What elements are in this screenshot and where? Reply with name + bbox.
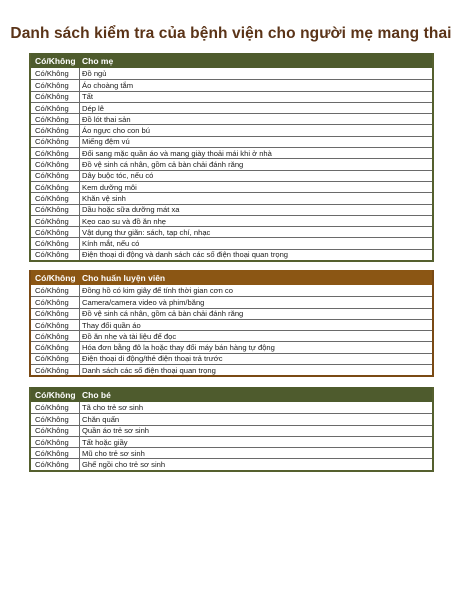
table-row bbox=[31, 436, 432, 447]
header-check-column: Có/Không bbox=[35, 55, 76, 66]
header-item-column: Cho bé bbox=[82, 389, 111, 400]
table-row bbox=[31, 341, 432, 352]
table-row bbox=[31, 402, 432, 413]
item-cell: Chăn quấn bbox=[82, 414, 120, 424]
table-row bbox=[31, 285, 432, 296]
header-check-column: Có/Không bbox=[35, 272, 76, 283]
check-cell[interactable]: Có/Không bbox=[31, 250, 80, 260]
check-cell[interactable]: Có/Không bbox=[31, 103, 80, 113]
table-row bbox=[31, 296, 432, 307]
check-cell[interactable]: Có/Không bbox=[31, 320, 80, 330]
table-row bbox=[31, 192, 432, 203]
table-header bbox=[31, 53, 432, 68]
checklist-table-mom bbox=[29, 53, 434, 262]
item-cell: Dầu hoặc sữa dưỡng mát xa bbox=[82, 205, 180, 215]
table-row bbox=[31, 204, 432, 215]
table-row bbox=[31, 308, 432, 319]
item-cell: Kẹo cao su và đồ ăn nhẹ bbox=[82, 216, 167, 226]
table-header bbox=[31, 270, 432, 285]
table-row bbox=[31, 249, 432, 260]
table-row bbox=[31, 147, 432, 158]
item-cell: Camera/camera video và phim/băng bbox=[82, 297, 205, 307]
check-cell[interactable]: Có/Không bbox=[31, 80, 80, 90]
check-cell[interactable]: Có/Không bbox=[31, 137, 80, 147]
item-cell: Đồ ngủ bbox=[82, 69, 107, 79]
table-row bbox=[31, 102, 432, 113]
check-cell[interactable]: Có/Không bbox=[31, 331, 80, 341]
check-cell[interactable]: Có/Không bbox=[31, 148, 80, 158]
table-row bbox=[31, 364, 432, 375]
table-header bbox=[31, 387, 432, 402]
check-cell[interactable]: Có/Không bbox=[31, 285, 80, 296]
table-row bbox=[31, 158, 432, 169]
table-row bbox=[31, 425, 432, 436]
check-cell[interactable]: Có/Không bbox=[31, 159, 80, 169]
check-cell[interactable]: Có/Không bbox=[31, 414, 80, 424]
table-row bbox=[31, 319, 432, 330]
table-row bbox=[31, 68, 432, 79]
item-cell: Miếng đệm vú bbox=[82, 137, 130, 147]
item-cell: Khăn vệ sinh bbox=[82, 193, 126, 203]
check-cell[interactable]: Có/Không bbox=[31, 193, 80, 203]
item-cell: Đổi sang mặc quần áo và mang giày thoải mái khi ở nhà bbox=[82, 148, 272, 158]
item-cell: Đồ vệ sinh cá nhân, gồm cả bàn chải đánh răng bbox=[82, 309, 244, 319]
checklist-table-baby bbox=[29, 387, 434, 472]
header-item-column: Cho mẹ bbox=[82, 55, 114, 66]
table-row bbox=[31, 330, 432, 341]
item-cell: Quần áo trẻ sơ sinh bbox=[82, 426, 150, 436]
check-cell[interactable]: Có/Không bbox=[31, 342, 80, 352]
table-row bbox=[31, 237, 432, 248]
table-row bbox=[31, 458, 432, 469]
item-cell: Dây buộc tóc, nếu có bbox=[82, 171, 154, 181]
table-row bbox=[31, 181, 432, 192]
check-cell[interactable]: Có/Không bbox=[31, 459, 80, 469]
table-row bbox=[31, 447, 432, 458]
item-cell: Vật dụng thư giãn: sách, tạp chí, nhạc bbox=[82, 227, 211, 237]
table-row bbox=[31, 413, 432, 424]
check-cell[interactable]: Có/Không bbox=[31, 114, 80, 124]
check-cell[interactable]: Có/Không bbox=[31, 171, 80, 181]
item-cell: Tã cho trẻ sơ sinh bbox=[82, 403, 144, 413]
check-cell[interactable]: Có/Không bbox=[31, 354, 80, 364]
table-row bbox=[31, 91, 432, 102]
item-cell: Ghế ngồi cho trẻ sơ sinh bbox=[82, 460, 166, 470]
item-cell: Đồ ăn nhẹ và tài liệu để đọc bbox=[82, 331, 177, 341]
check-cell[interactable]: Có/Không bbox=[31, 182, 80, 192]
page-title: Danh sách kiểm tra của bệnh viện cho người mẹ mang thai bbox=[10, 25, 452, 42]
check-cell[interactable]: Có/Không bbox=[31, 402, 80, 413]
header-item-column: Cho huấn luyện viên bbox=[82, 272, 166, 283]
table-row bbox=[31, 79, 432, 90]
check-cell[interactable]: Có/Không bbox=[31, 309, 80, 319]
table-row bbox=[31, 136, 432, 147]
item-cell: Tất bbox=[82, 92, 93, 102]
table-row bbox=[31, 353, 432, 364]
check-cell[interactable]: Có/Không bbox=[31, 238, 80, 248]
table-row bbox=[31, 124, 432, 135]
check-cell[interactable]: Có/Không bbox=[31, 437, 80, 447]
check-cell[interactable]: Có/Không bbox=[31, 125, 80, 135]
checklist-table-coach bbox=[29, 270, 434, 377]
item-cell: Kính mắt, nếu có bbox=[82, 239, 140, 249]
table-row bbox=[31, 113, 432, 124]
header-check-column: Có/Không bbox=[35, 389, 76, 400]
item-cell: Điện thoại di động/thẻ điện thoại trả trước bbox=[82, 354, 223, 364]
check-cell[interactable]: Có/Không bbox=[31, 205, 80, 215]
item-cell: Mũ cho trẻ sơ sinh bbox=[82, 448, 145, 458]
table-row bbox=[31, 170, 432, 181]
check-cell[interactable]: Có/Không bbox=[31, 365, 80, 375]
item-cell: Thay đổi quần áo bbox=[82, 320, 141, 330]
check-cell[interactable]: Có/Không bbox=[31, 297, 80, 307]
item-cell: Điện thoại di động và danh sách các số điện thoại quan trọng bbox=[82, 250, 289, 260]
check-cell[interactable]: Có/Không bbox=[31, 216, 80, 226]
item-cell: Áo ngực cho con bú bbox=[82, 126, 150, 136]
check-cell[interactable]: Có/Không bbox=[31, 92, 80, 102]
item-cell: Kem dưỡng môi bbox=[82, 182, 137, 192]
table-row bbox=[31, 226, 432, 237]
check-cell[interactable]: Có/Không bbox=[31, 448, 80, 458]
check-cell[interactable]: Có/Không bbox=[31, 68, 80, 79]
item-cell: Áo choàng tắm bbox=[82, 80, 134, 90]
table-row bbox=[31, 215, 432, 226]
item-cell: Dép lê bbox=[82, 103, 104, 113]
item-cell: Đồ vệ sinh cá nhân, gồm cả bàn chải đánh răng bbox=[82, 160, 244, 170]
item-cell: Hóa đơn bằng đô la hoặc thay đổi máy bán hàng tự động bbox=[82, 343, 275, 353]
item-cell: Tất hoặc giầy bbox=[82, 437, 128, 447]
check-cell[interactable]: Có/Không bbox=[31, 227, 80, 237]
item-cell: Đồng hồ có kim giây để tính thời gian cơn co bbox=[82, 286, 233, 296]
check-cell[interactable]: Có/Không bbox=[31, 426, 80, 436]
item-cell: Đồ lót thai sản bbox=[82, 114, 131, 124]
item-cell: Danh sách các số điện thoại quan trọng bbox=[82, 365, 216, 375]
